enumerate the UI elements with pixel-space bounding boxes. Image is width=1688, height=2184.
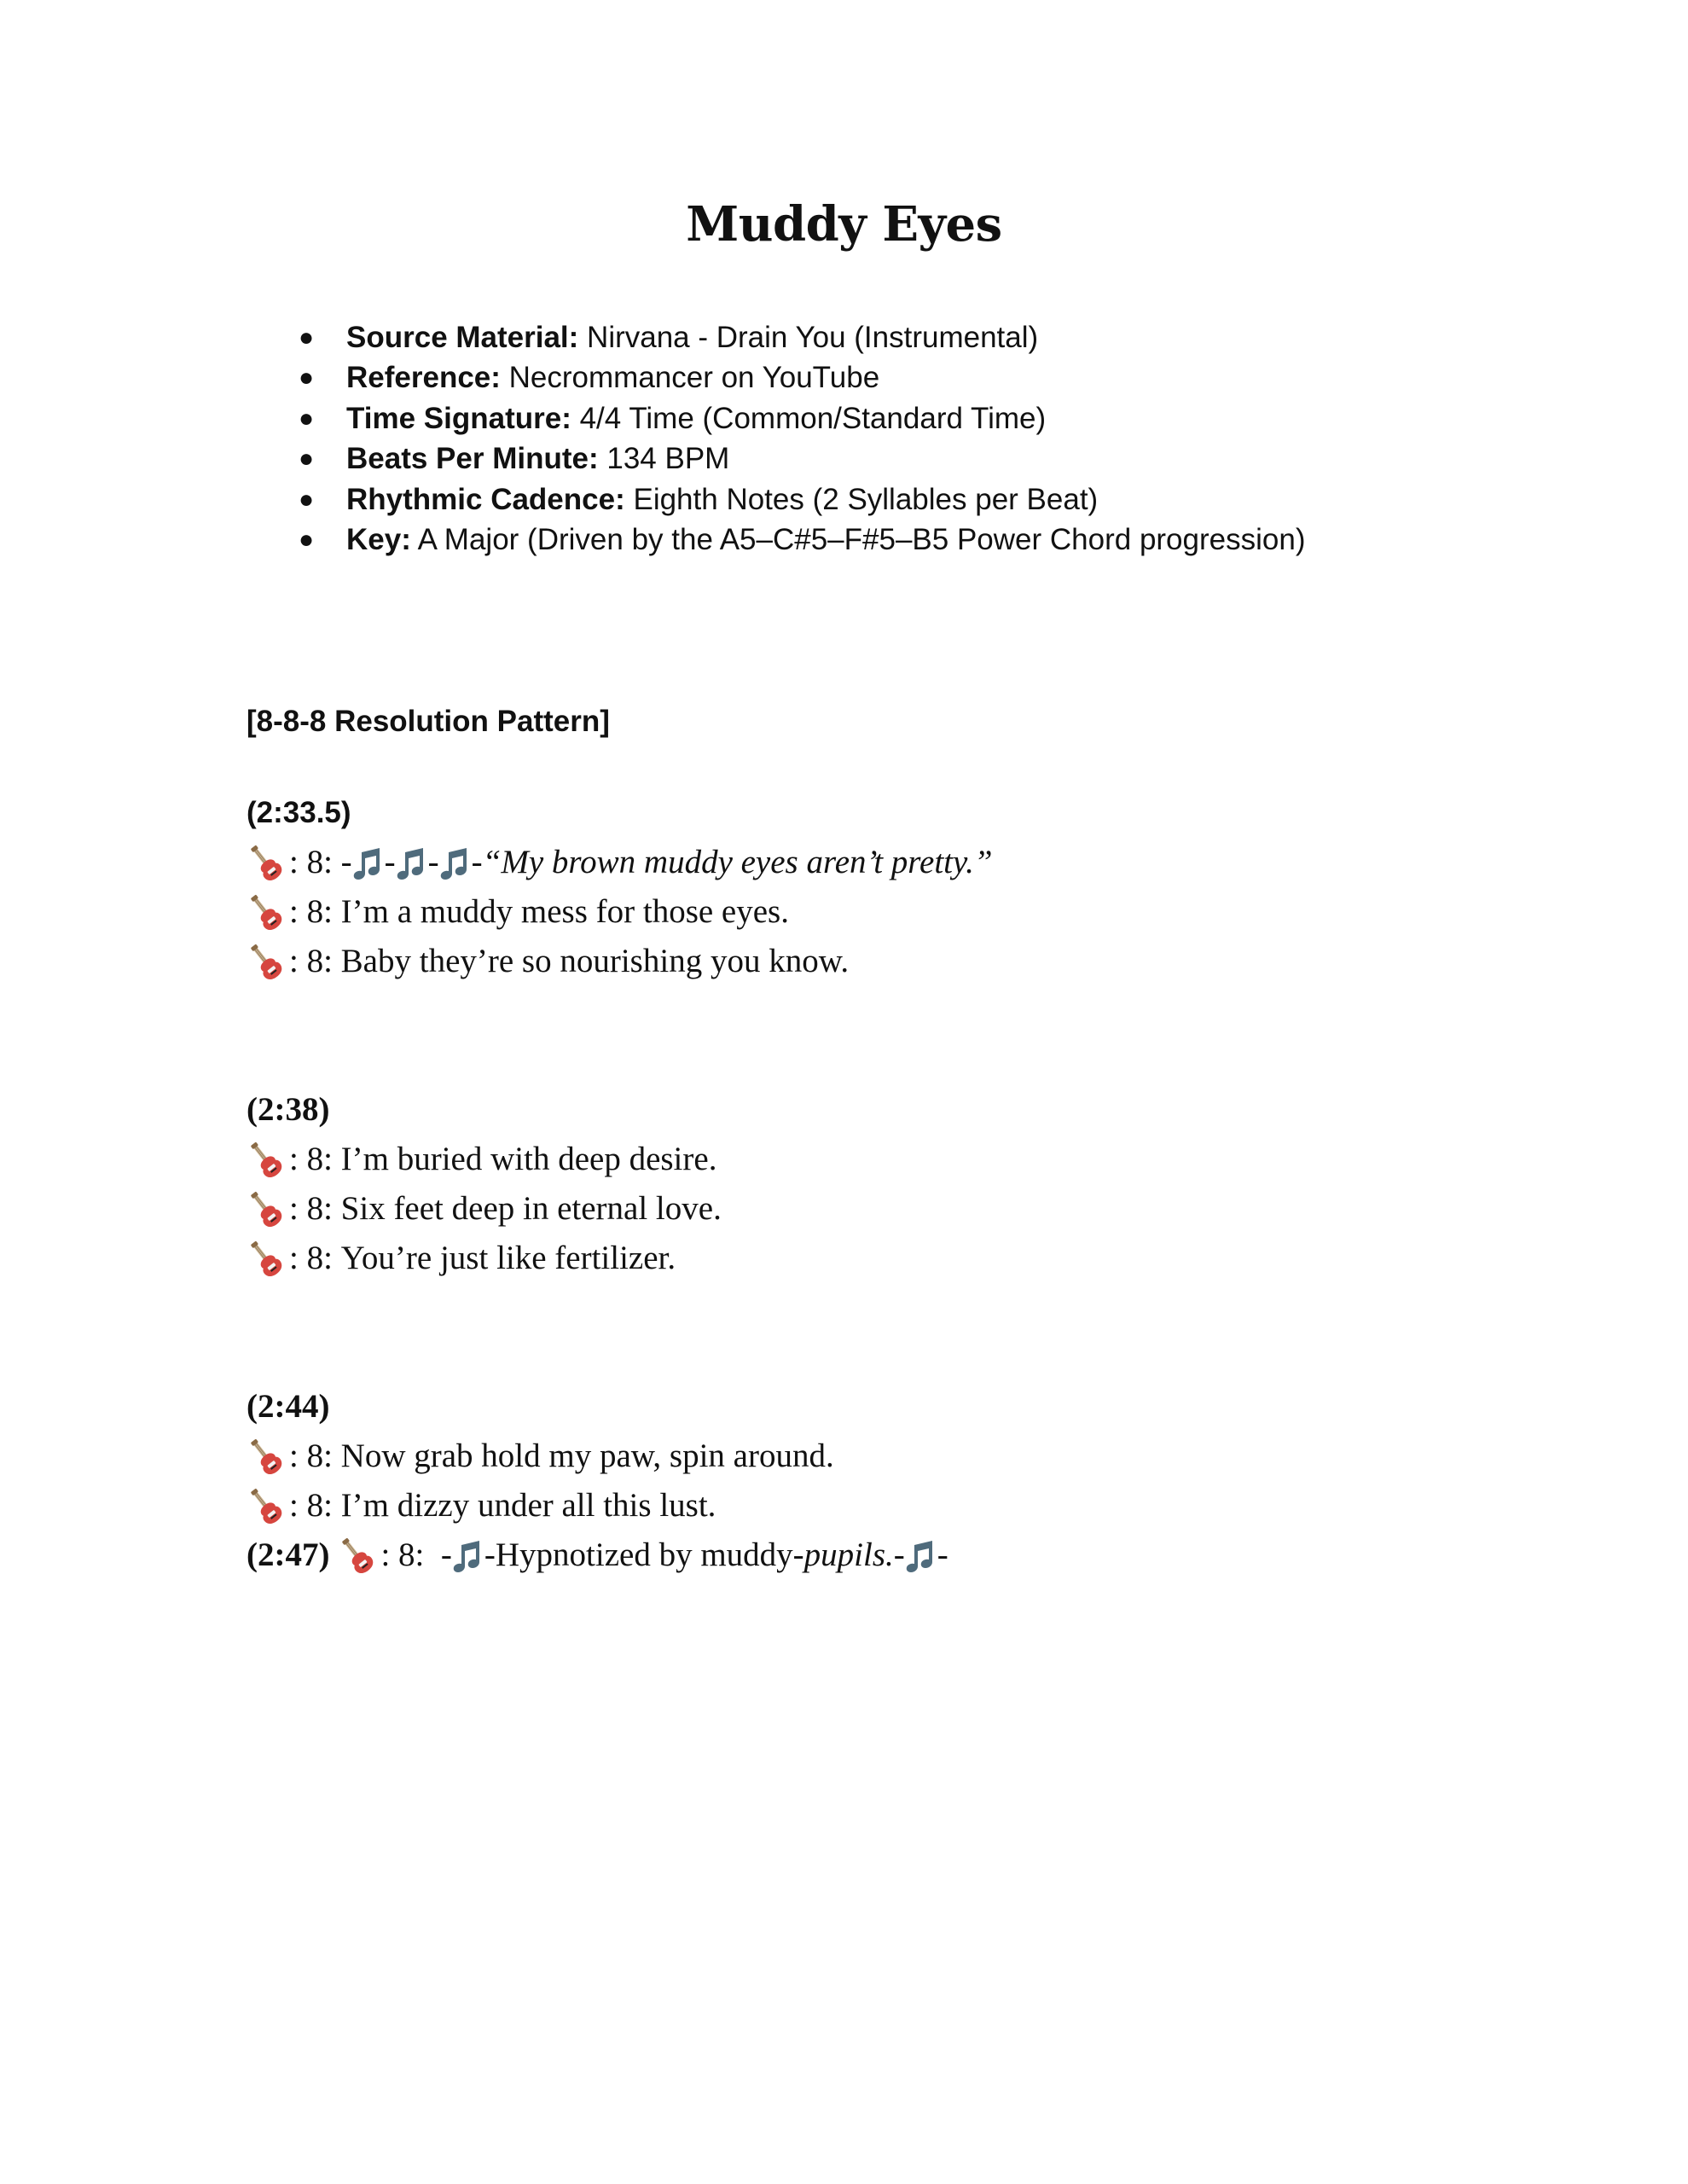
lyric-text: Six feet deep in eternal love. bbox=[340, 1190, 722, 1227]
lyric-line bbox=[247, 1184, 722, 1234]
music-note-icon bbox=[440, 845, 471, 880]
guitar-icon bbox=[247, 1437, 284, 1476]
lyric-line bbox=[247, 838, 993, 887]
bullet-icon: ● bbox=[299, 525, 315, 554]
bullet-icon: ● bbox=[299, 363, 315, 392]
metadata-key: Key: bbox=[346, 522, 411, 556]
lyric-text: I’m buried with deep desire. bbox=[340, 1141, 717, 1177]
dash: - bbox=[427, 844, 439, 880]
lyric-text: Now grab hold my paw, spin around. bbox=[340, 1438, 834, 1474]
lyric-text: I’m dizzy under all this lust. bbox=[340, 1487, 716, 1524]
metadata-key: Source Material: bbox=[346, 321, 579, 354]
bullet-icon: ● bbox=[299, 404, 315, 433]
music-note-icon bbox=[397, 845, 427, 880]
metadata-item-cadence bbox=[294, 479, 1305, 520]
metadata-value: A Major (Driven by the A5–C#5–F#5–B5 Power Chord progression) bbox=[410, 522, 1306, 556]
guitar-icon bbox=[247, 1189, 284, 1228]
beat-count: : 8: bbox=[289, 844, 341, 880]
lyric-line bbox=[247, 1531, 948, 1580]
guitar-icon bbox=[247, 942, 284, 981]
dash: - bbox=[471, 844, 483, 880]
lyric-line bbox=[247, 1135, 716, 1184]
metadata-item-key bbox=[294, 520, 1305, 560]
lyric-text: I’m a muddy mess for those eyes. bbox=[340, 893, 789, 930]
lyric-line bbox=[247, 937, 849, 986]
lyric-italic: pupils. bbox=[803, 1536, 894, 1573]
timestamp-inline: (2:47) bbox=[247, 1536, 330, 1573]
timestamp-heading: (2:33.5) bbox=[247, 796, 351, 829]
lyric-line bbox=[247, 887, 789, 937]
metadata-value: Nirvana - Drain You (Instrumental) bbox=[578, 321, 1039, 354]
metadata-value: Necrommancer on YouTube bbox=[500, 361, 880, 395]
metadata-item-reference bbox=[294, 357, 1305, 398]
guitar-icon bbox=[338, 1536, 375, 1575]
metadata-value: Eighth Notes (2 Syllables per Beat) bbox=[624, 482, 1099, 516]
beat-count: : 8: bbox=[289, 893, 341, 930]
guitar-icon bbox=[247, 1239, 284, 1278]
metadata-value: 4/4 Time (Common/Standard Time) bbox=[571, 401, 1047, 435]
metadata-item-bpm bbox=[294, 439, 1305, 479]
beat-count: : 8: bbox=[289, 943, 341, 979]
beat-count: : 8: bbox=[289, 1438, 341, 1474]
dash: - bbox=[893, 1536, 905, 1573]
music-note-icon bbox=[906, 1538, 937, 1572]
metadata-item-source bbox=[294, 317, 1305, 357]
guitar-icon bbox=[247, 1486, 284, 1525]
lyric-text: You’re just like fertilizer. bbox=[340, 1240, 676, 1276]
guitar-icon bbox=[247, 892, 284, 932]
bullet-icon: ● bbox=[299, 323, 315, 351]
lyric-line bbox=[247, 1234, 676, 1283]
bullet-icon: ● bbox=[299, 485, 315, 514]
bullet-icon: ● bbox=[299, 444, 315, 473]
lyric-line bbox=[247, 1432, 834, 1481]
dash: - bbox=[937, 1536, 948, 1573]
metadata-key: Reference: bbox=[346, 361, 501, 395]
beat-count: : 8: bbox=[380, 1536, 441, 1573]
music-note-icon bbox=[453, 1538, 484, 1572]
timestamp-heading: (2:38) bbox=[247, 1091, 330, 1128]
guitar-icon bbox=[247, 843, 284, 882]
metadata-key: Beats Per Minute: bbox=[346, 442, 599, 476]
document-title: Muddy Eyes bbox=[686, 196, 1002, 253]
beat-count: : 8: bbox=[289, 1240, 341, 1276]
metadata-key: Time Signature: bbox=[346, 401, 571, 435]
timestamp-heading: (2:44) bbox=[247, 1388, 330, 1425]
metadata-list bbox=[294, 317, 1305, 560]
dash: - bbox=[440, 1536, 452, 1573]
section-heading: [8-8-8 Resolution Pattern] bbox=[247, 705, 610, 738]
metadata-item-time-signature bbox=[294, 398, 1305, 439]
dash: - bbox=[384, 844, 396, 880]
beat-count: : 8: bbox=[289, 1190, 341, 1227]
beat-count: : 8: bbox=[289, 1141, 341, 1177]
lyric-text: -Hypnotized by muddy- bbox=[484, 1536, 804, 1573]
metadata-key: Rhythmic Cadence: bbox=[346, 482, 625, 516]
guitar-icon bbox=[247, 1140, 284, 1179]
lyric-text: Baby they’re so nourishing you know. bbox=[340, 943, 850, 979]
beat-count: : 8: bbox=[289, 1487, 341, 1524]
dash: - bbox=[340, 844, 352, 880]
metadata-value: 134 BPM bbox=[598, 442, 730, 476]
lyric-quote: “My brown muddy eyes aren’t pretty.” bbox=[482, 844, 993, 880]
music-note-icon bbox=[353, 845, 384, 880]
lyric-line bbox=[247, 1481, 716, 1531]
